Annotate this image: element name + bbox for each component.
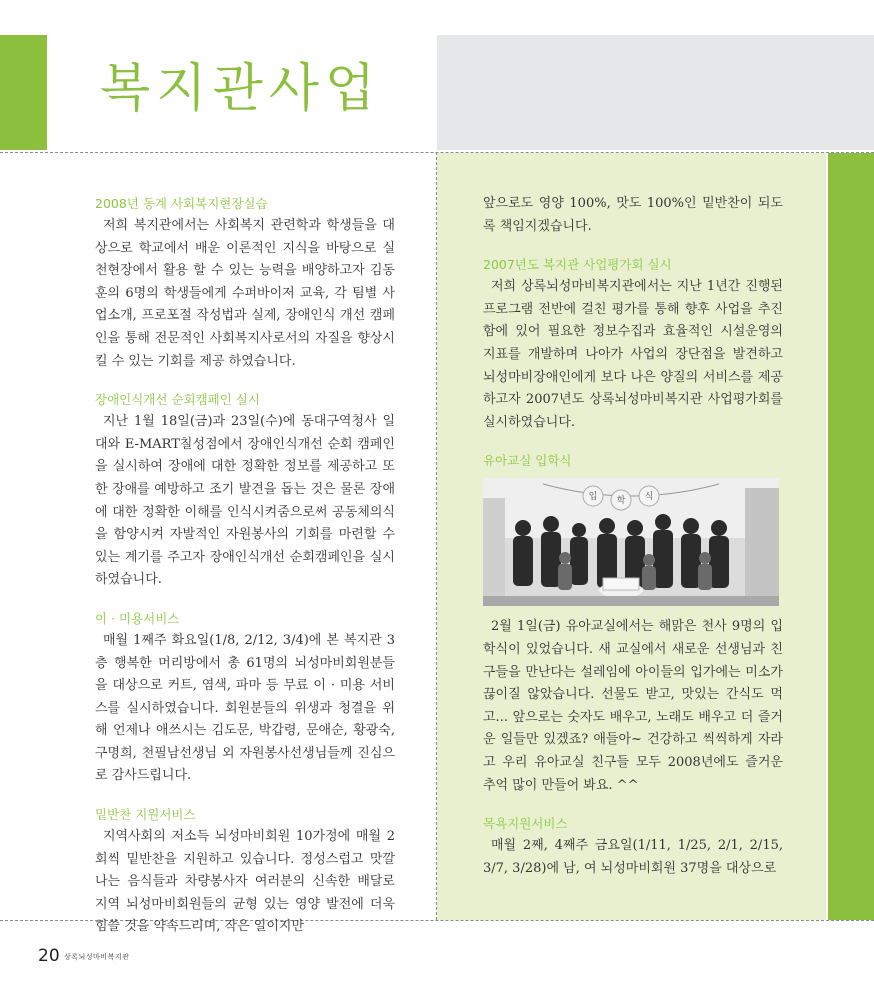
section-heading-practicum: 2008년 동계 사회복지현장실습 [95, 196, 268, 211]
top-divider [0, 152, 874, 153]
section-body-beauty-service: 매월 1째주 화요일(1/8, 2/12, 3/4)에 본 복지관 3층 행복한 머리방에서 총 61명의 뇌성마비회원분들을 대상으로 커트, 염색, 파마 등 무료 이 · 미용 서비스를 실시하였습니다. 회원분들의 위생과 청결을 위해 언제나 애쓰시는 김도문, 박갑령, 문애순, 황광숙, 구명희, 천필남선생님 외 자원봉사선생님들께 진심으로 감사드립니다. [95, 632, 395, 784]
footer-organization: 상록뇌성마비복지관 [64, 953, 130, 961]
section-body-entrance: 2월 1일(금) 유아교실에서는 해맑은 천사 9명의 입학식이 있었습니다. 새 교실에서 새로운 선생님과 친구들을 만난다는 설레임에 아이들의 입가에는 미소가 끊이질 않았습니다. 선물도 받고, 맛있는 간식도 먹고... 앞으로는 숫자도 배우고, 노래도 배우고 더 즐거운 일들만 있겠죠? 애들아~ 건강하고 씩씩하게 자라고 우리 유아교실 친구들 모두 2008년에도 즐거운 추억 많이 만들어 봐요. ^^ [483, 619, 783, 793]
right-column [483, 193, 783, 880]
page-title: 복지관사업 [100, 59, 382, 119]
section-heading-campaign: 장애인식개선 순회캠페인 실시 [95, 392, 260, 408]
column-divider [436, 152, 437, 920]
balloon-label-2: 학 [616, 496, 626, 507]
right-accent-bar [828, 153, 874, 920]
section-body-side-dish: 지역사회의 저소득 뇌성마비회원 10가정에 매월 2회씩 밑반찬을 지원하고 있습니다. 정성스럽고 맛깔 나는 음식들과 차량봉사자 여러분의 신속한 배달로 지역 뇌성마비회원들의 균형 있는 영양 발전에 더욱 힘쓸 것을 약속드리며, 작은 일이지만 [95, 829, 395, 935]
section-heading-evaluation: 2007년도 복지관 사업평가회 실시 [483, 257, 672, 273]
entrance-ceremony-photo [483, 478, 779, 606]
section-heading-bathing: 목욕지원서비스 [483, 816, 568, 832]
balloon-label-3: 식 [644, 492, 654, 503]
section-heading-entrance: 유아교실 입학식 [483, 453, 572, 469]
continued-text: 앞으로도 영양 100%, 맛도 100%인 밑반찬이 되도록 책임지겠습니다. [483, 196, 783, 234]
left-column [95, 193, 395, 939]
header-gray-box [437, 35, 874, 150]
group-photo-illustration [483, 478, 779, 606]
section-body-campaign: 지난 1월 18일(금)과 23일(수)에 동대구역청사 일대와 E-MART칠성점에서 장애인식개선 순회 캠페인을 실시하여 장애에 대한 정확한 정보를 제공하고 또한 장애를 예방하고 조기 발견을 돕는 것은 물론 장애에 대한 정확한 이해를 인식시켜줌으로써 공동체의식을 함양시켜 자발적인 자원봉사의 기회를 마련할 수 있는 계기를 주고자 장애인식개선 순회캠페인을 실시하였습니다. [95, 414, 395, 588]
left-accent-bar [0, 35, 47, 150]
balloon-label-1: 입 [588, 492, 598, 503]
section-heading-side-dish: 밑반찬 지원서비스 [95, 807, 196, 823]
page-number: 20 [38, 946, 60, 966]
section-body-practicum: 저희 복지관에서는 사회복지 관련학과 학생들을 대상으로 학교에서 배운 이론적인 지식을 바탕으로 실천현장에서 활용 할 수 있는 능력을 배양하고자 김동훈의 6명의 학생들에게 수퍼바이저 교육, 각 팀별 사업소개, 프로포절 작성법과 실제, 장애인식 개선 캠페인을 통해 전문적인 사회복지사로서의 자질을 향상시킬 수 있는 기회를 제공 하였습니다. [95, 218, 395, 369]
section-body-bathing: 매월 2째, 4째주 금요일(1/11, 1/25, 2/1, 2/15, 3/7, 3/28)에 남, 여 뇌성마비회원 37명을 대상으로 [483, 838, 783, 876]
section-body-evaluation: 저희 상록뇌성마비복지관에서는 지난 1년간 진행된 프로그램 전반에 걸친 평가를 통해 향후 사업을 추진함에 있어 필요한 정보수집과 효율적인 시설운영의 지표를 개발하며 나아가 사업의 장단점을 발견하고 뇌성마비장애인에게 보다 나은 양질의 서비스를 제공하고자 2007년도 상록뇌성마비복지관 사업평가회를 실시하였습니다. [483, 279, 783, 430]
section-heading-beauty-service: 이 · 미용서비스 [95, 610, 180, 626]
